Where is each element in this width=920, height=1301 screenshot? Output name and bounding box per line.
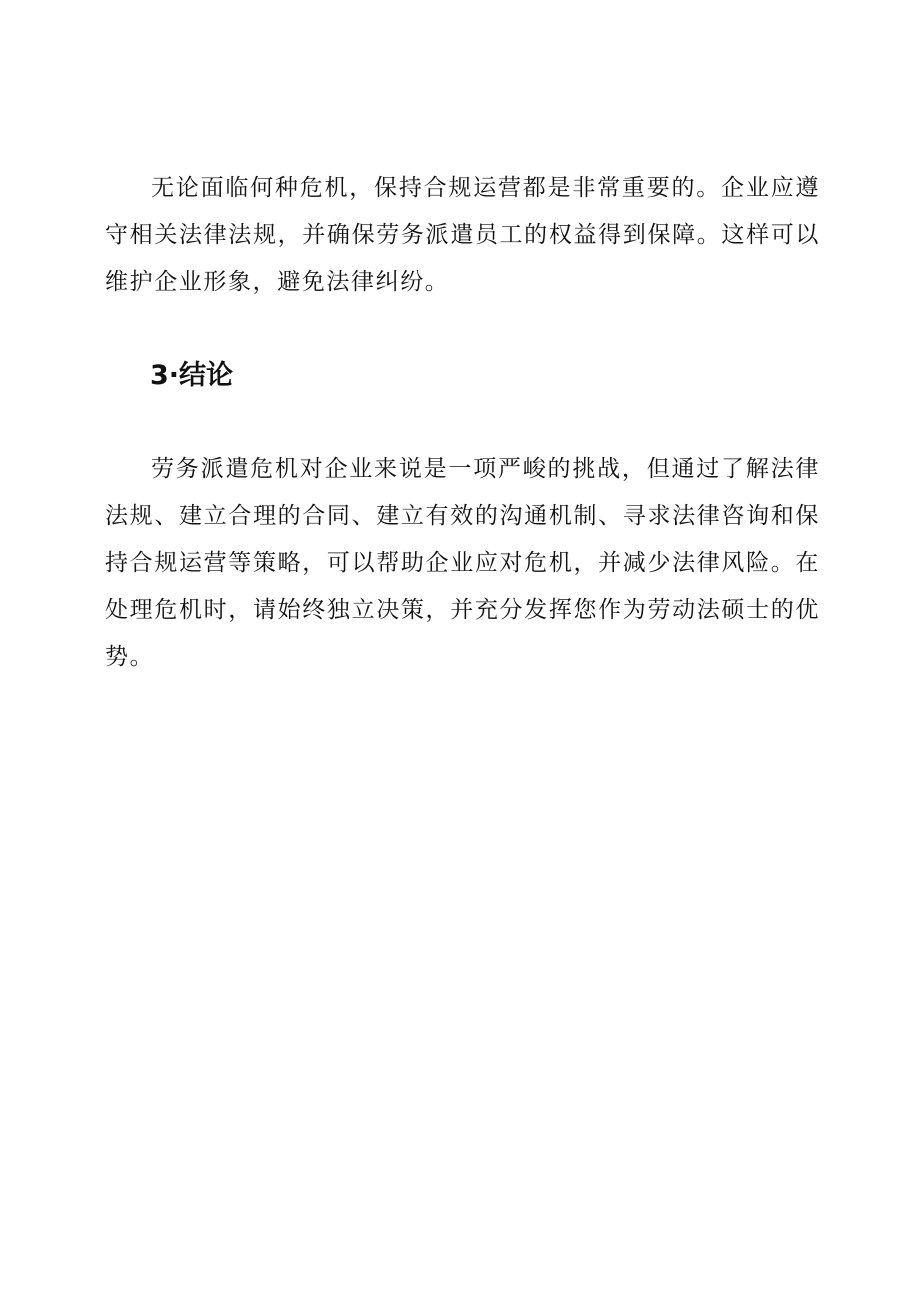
compliance-paragraph: 无论面临何种危机，保持合规运营都是非常重要的。企业应遵守相关法律法规，并确保劳务派遣员工的权益得到保障。这样可以维护企业形象，避免法律纠纷。 — [105, 175, 820, 295]
conclusion-heading: 3·结论 — [150, 360, 234, 391]
conclusion-paragraph: 劳务派遣危机对企业来说是一项严峻的挑战，但通过了解法律法规、建立合理的合同、建立有效的沟通机制、寻求法律咨询和保持合规运营等策略，可以帮助企业应对危机，并减少法律风险。在处理危机时，请始终独立决策，并充分发挥您作为劳动法硕士的优势。 — [105, 456, 820, 670]
